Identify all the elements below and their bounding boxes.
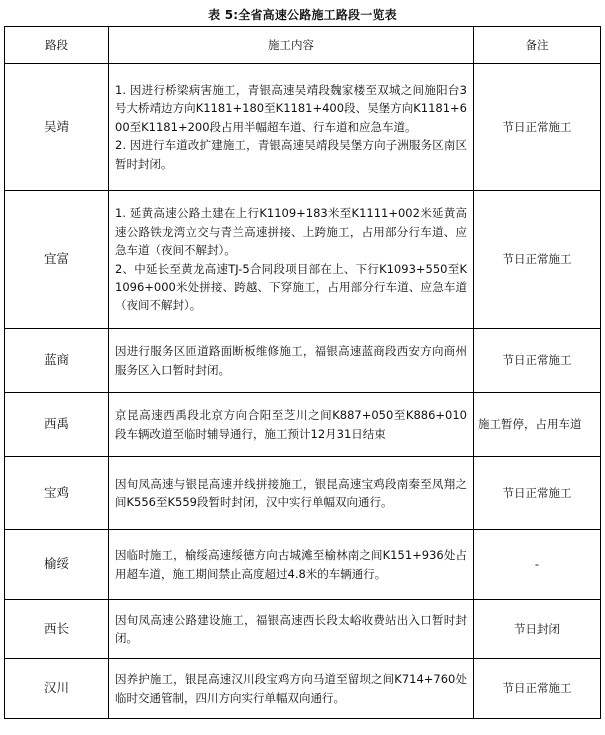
content-cell bbox=[109, 393, 474, 457]
road-cell: 西长 bbox=[5, 600, 109, 659]
table-row bbox=[5, 600, 601, 659]
remark-cell: - bbox=[474, 530, 601, 600]
road-cell: 宜富 bbox=[5, 191, 109, 329]
road-cell: 吴靖 bbox=[5, 64, 109, 191]
remark-cell: 节日正常施工 bbox=[474, 329, 601, 393]
header-content: 施工内容 bbox=[109, 27, 474, 64]
content-cell bbox=[109, 659, 474, 719]
header-remark: 备注 bbox=[474, 27, 601, 64]
table-row bbox=[5, 329, 601, 393]
remark-cell: 施工暂停，占用车道 bbox=[474, 393, 601, 457]
remark-cell: 节日正常施工 bbox=[474, 457, 601, 530]
construction-table bbox=[4, 26, 601, 719]
header-road: 路段 bbox=[5, 27, 109, 64]
content-cell bbox=[109, 329, 474, 393]
content-cell bbox=[109, 64, 474, 191]
content-line: 1. 因进行桥梁病害施工，青银高速吴靖段魏家楼至双城之间施阳台3号大桥靖边方向K1181+180至K1181+400段、吴堡方向K1181+600至K1181+200段占用半幅超车道、行车道和应急车道。 bbox=[115, 82, 467, 134]
content-line: 京昆高速西禹段北京方向合阳至芝川之间K887+050至K886+010段车辆改道至临时辅导通行，施工预计12月31日结束 bbox=[115, 408, 467, 441]
road-cell: 西禹 bbox=[5, 393, 109, 457]
content-cell bbox=[109, 191, 474, 329]
content-line: 因旬凤高速公路建设施工，福银高速西长段太峪收费站出入口暂时封闭。 bbox=[115, 612, 467, 645]
content-line: 2、中延长至黄龙高速TJ-5合同段项目部在上、下行K1093+550至K1096+000米处拼接、跨越、下穿施工，占用部分行车道、应急车道（夜间不解封）。 bbox=[115, 261, 467, 313]
content-line: 1. 延黄高速公路土建在上行K1109+183米至K1111+002米延黄高速公路铁龙湾立交与青兰高速拼接、上跨施工，占用部分行车道、应急车道（夜间不解封）。 bbox=[115, 206, 467, 258]
remark-cell: 节日正常施工 bbox=[474, 64, 601, 191]
content-line: 因进行服务区匝道路面断板维修施工，福银高速蓝商段西安方向商州服务区入口暂时封闭。 bbox=[115, 344, 467, 377]
content-cell bbox=[109, 530, 474, 600]
road-cell: 汉川 bbox=[5, 659, 109, 719]
table-row bbox=[5, 64, 601, 191]
remark-cell: 节日正常施工 bbox=[474, 191, 601, 329]
road-cell: 蓝商 bbox=[5, 329, 109, 393]
content-cell bbox=[109, 600, 474, 659]
content-line: 因旬凤高速与银昆高速并线拼接施工，银昆高速宝鸡段南秦至凤翔之间K556至K559段暂时封闭，汉中实行单幅双向通行。 bbox=[115, 476, 467, 509]
table-caption: 表 5:全省高速公路施工路段一览表 bbox=[208, 8, 397, 22]
table-row bbox=[5, 393, 601, 457]
content-line: 因临时施工，榆绥高速绥德方向古城滩至榆林南之间K151+936处占用超车道，施工期间禁止高度超过4.8米的车辆通行。 bbox=[115, 548, 467, 581]
content-cell bbox=[109, 457, 474, 530]
table-row bbox=[5, 530, 601, 600]
remark-cell: 节日正常施工 bbox=[474, 659, 601, 719]
remark-cell: 节日封闭 bbox=[474, 600, 601, 659]
table-row bbox=[5, 659, 601, 719]
road-cell: 榆绥 bbox=[5, 530, 109, 600]
table-row bbox=[5, 191, 601, 329]
table-row bbox=[5, 457, 601, 530]
table-header-row bbox=[5, 27, 601, 64]
content-line: 2. 因进行车道改扩建施工，青银高速吴靖段吴堡方向子洲服务区南区暂时封闭。 bbox=[115, 138, 467, 171]
road-cell: 宝鸡 bbox=[5, 457, 109, 530]
content-line: 因养护施工，银昆高速汉川段宝鸡方向马道至留坝之间K714+760处临时交通管制，四川方向实行单幅双向通行。 bbox=[115, 672, 467, 705]
